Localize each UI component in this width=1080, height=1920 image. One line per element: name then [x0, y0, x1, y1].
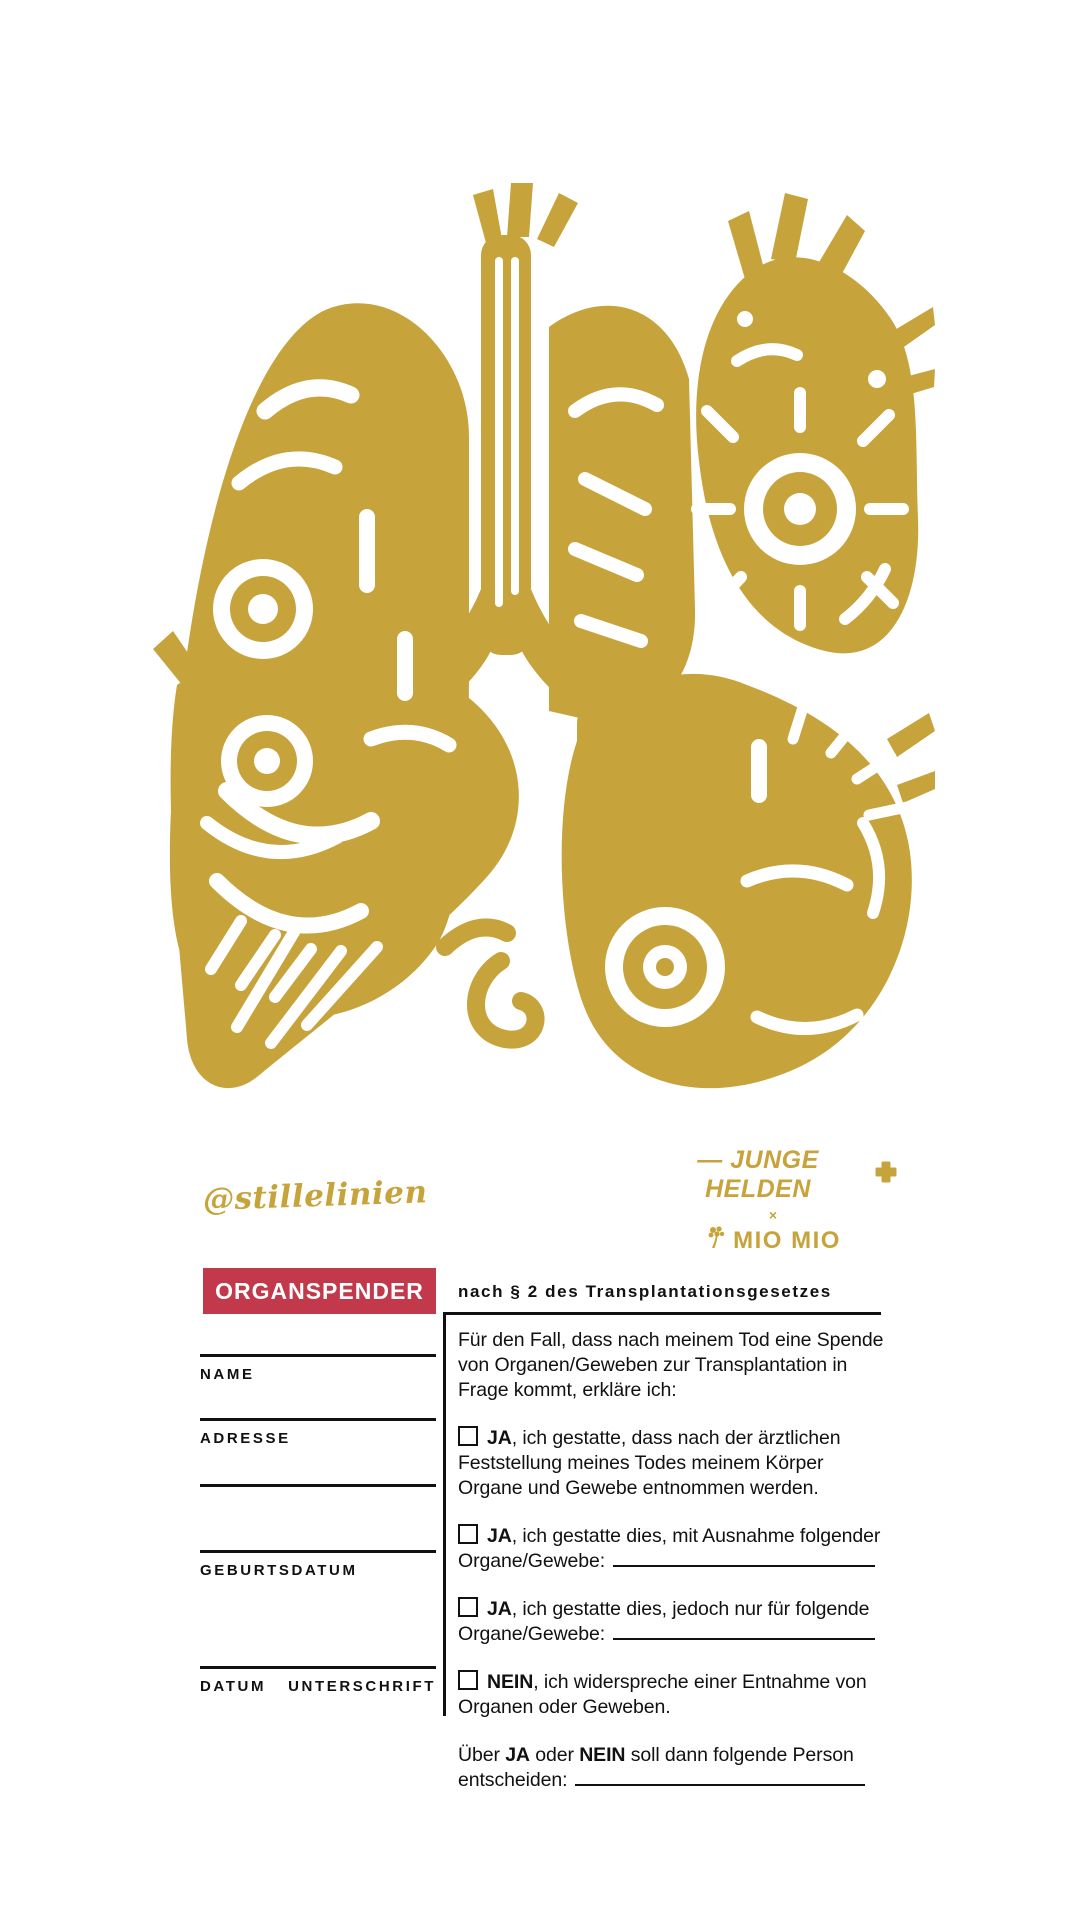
mio-mio-logo: [648, 1225, 898, 1256]
right-lung-shape: [549, 306, 695, 722]
artist-handle: @stillelinien: [202, 1174, 429, 1219]
decider-nein: NEIN: [579, 1744, 626, 1766]
decider-sentence: [458, 1743, 884, 1793]
option-keyword: JA: [487, 1427, 512, 1449]
collab-separator: ×: [768, 1207, 778, 1223]
field-line-adresse-2[interactable]: [200, 1484, 436, 1487]
field-line-name[interactable]: [200, 1354, 436, 1357]
checkbox-ja-full[interactable]: [458, 1426, 478, 1446]
field-line-datum-unterschrift[interactable]: [200, 1666, 436, 1669]
mio-mio-label: MIO MIO: [733, 1226, 841, 1254]
field-label-datum: DATUM: [200, 1678, 267, 1695]
field-label-geburtsdatum: GEBURTSDATUM: [200, 1562, 358, 1579]
organ-illustration: [145, 178, 935, 1140]
option-text: , ich gestatte, dass nach der ärztlichen Feststellung meines Todes meinem Körper Organe und Gewebe entnommen werden.: [458, 1427, 841, 1499]
junge-helden-logo: [648, 1146, 898, 1204]
declaration-intro: Für den Fall, dass nach meinem Tod eine Spende von Organen/Geweben zur Transplantation in Frage kommt, erkläre ich:: [458, 1329, 884, 1401]
field-line-geburtsdatum[interactable]: [200, 1550, 436, 1553]
partner-logos: [648, 1146, 898, 1256]
flower-icon: [705, 1225, 727, 1256]
option-text: , ich gestatte dies, mit Ausnahme folgender Organe/Gewebe:: [458, 1525, 881, 1572]
option-keyword: NEIN: [487, 1671, 534, 1693]
field-line-adresse[interactable]: [200, 1418, 436, 1421]
column-divider: [443, 1312, 446, 1716]
option-keyword: JA: [487, 1525, 512, 1547]
blank-decider-person[interactable]: [575, 1769, 865, 1786]
decider-text: oder: [529, 1744, 580, 1766]
organspender-badge: ORGANSPENDER: [203, 1268, 436, 1314]
checkbox-nein[interactable]: [458, 1670, 478, 1690]
decider-ja: JA: [505, 1744, 530, 1766]
field-label-adresse: ADRESSE: [200, 1430, 291, 1447]
declaration-text: [458, 1328, 884, 1816]
option-ja-full: [458, 1426, 884, 1501]
option-ja-only: [458, 1597, 884, 1647]
blank-exception-organs[interactable]: [613, 1550, 875, 1567]
decider-text: Über: [458, 1744, 506, 1766]
option-keyword: JA: [487, 1598, 512, 1620]
option-text: , ich widerspreche einer Entnahme von Organen oder Geweben.: [458, 1671, 867, 1718]
option-nein: [458, 1670, 884, 1720]
option-ja-exception: [458, 1524, 884, 1574]
intestine-shape: [445, 927, 536, 1039]
checkbox-ja-only[interactable]: [458, 1597, 478, 1617]
decider-text: soll dann folgende Person entscheiden:: [458, 1744, 854, 1791]
medical-plus-icon: [874, 1160, 898, 1191]
option-text: , ich gestatte dies, jedoch nur für folgende Organe/Gewebe:: [458, 1598, 870, 1645]
law-reference: nach § 2 des Transplantationsgesetzes: [458, 1282, 832, 1301]
header-rule: [443, 1312, 881, 1315]
field-label-unterschrift: UNTERSCHRIFT: [288, 1678, 436, 1695]
field-label-name: NAME: [200, 1366, 255, 1383]
checkbox-ja-exception[interactable]: [458, 1524, 478, 1544]
blank-only-organs[interactable]: [613, 1623, 875, 1640]
junge-helden-label: — JUNGE HELDEN: [697, 1146, 819, 1203]
